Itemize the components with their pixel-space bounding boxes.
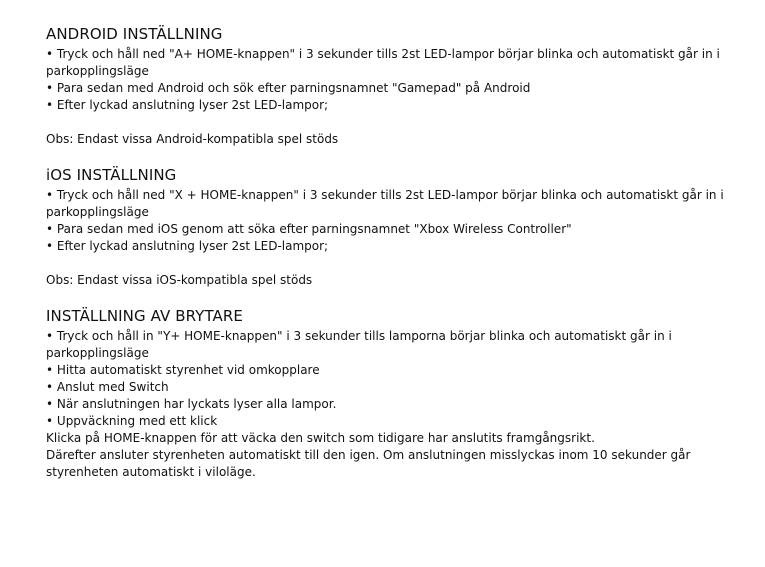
android-section bbox=[46, 25, 736, 148]
ios-heading: iOS INSTÄLLNING bbox=[46, 166, 177, 184]
spacer bbox=[46, 114, 736, 131]
switch-step-2: • Hitta automatiskt styrenhet vid omkopplare bbox=[46, 362, 736, 379]
ios-step-2: • Para sedan med iOS genom att söka efter parningsnamnet "Xbox Wireless Controller" bbox=[46, 221, 736, 238]
android-step-2: • Para sedan med Android och sök efter parningsnamnet "Gamepad" på Android bbox=[46, 80, 736, 97]
switch-step-1: • Tryck och håll in "Y+ HOME-knappen" i 3 sekunder tills lamporna börjar blinka och automatiskt går in i parkopplingsläge bbox=[46, 328, 736, 362]
switch-step-3: • Anslut med Switch bbox=[46, 379, 736, 396]
ios-step-1: • Tryck och håll ned "X + HOME-knappen" i 3 sekunder tills 2st LED-lampor börjar blinka och automatiskt går in i parkopplingsläge bbox=[46, 187, 736, 221]
android-step-3: • Efter lyckad anslutning lyser 2st LED-lampor; bbox=[46, 97, 736, 114]
android-step-1: • Tryck och håll ned "A+ HOME-knappen" i 3 sekunder tills 2st LED-lampor börjar blinka och automatiskt går in i parkopplingsläge bbox=[46, 46, 736, 80]
ios-section bbox=[46, 166, 736, 289]
switch-text-2: Därefter ansluter styrenheten automatiskt till den igen. Om anslutningen misslyckas inom 10 sekunder går styrenheten automatiskt i viloläge. bbox=[46, 448, 691, 479]
switch-step-5: • Uppväckning med ett klick bbox=[46, 413, 736, 430]
switch-section bbox=[46, 307, 736, 481]
switch-heading: INSTÄLLNING AV BRYTARE bbox=[46, 307, 244, 325]
switch-step-4: • När anslutningen har lyckats lyser alla lampor. bbox=[46, 396, 736, 413]
instructions-document bbox=[46, 25, 736, 481]
switch-text-1: Klicka på HOME-knappen för att väcka den switch som tidigare har anslutits framgångsrikt. bbox=[46, 431, 595, 445]
android-note: Obs: Endast vissa Android-kompatibla spel stöds bbox=[46, 132, 339, 146]
android-heading: ANDROID INSTÄLLNING bbox=[46, 25, 223, 43]
ios-step-3: • Efter lyckad anslutning lyser 2st LED-lampor; bbox=[46, 238, 736, 255]
ios-note: Obs: Endast vissa iOS-kompatibla spel stöds bbox=[46, 273, 313, 287]
spacer bbox=[46, 255, 736, 272]
